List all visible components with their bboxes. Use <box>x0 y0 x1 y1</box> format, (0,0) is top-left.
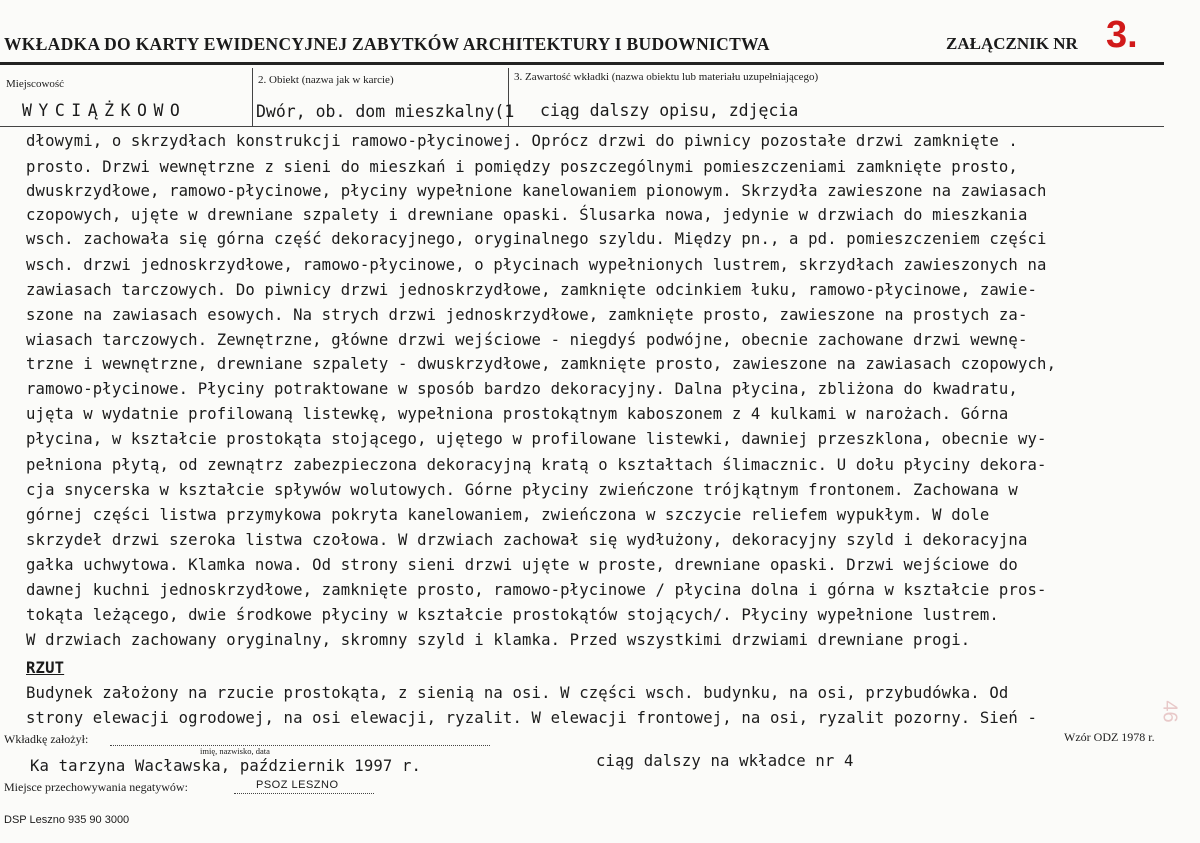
object-value: Dwór, ob. dom mieszkalny(1 <box>256 102 515 121</box>
body-line: ujęta w wydatnie profilowaną listewkę, wypełniona prostokątnym kaboszonem z 4 kulkami w narożach. Górna <box>26 405 1009 423</box>
place-label: Miejscowość <box>6 78 65 90</box>
header-rule <box>0 62 1164 65</box>
body-line: górnej części listwa przymykowa pokryta kanelowaniem, zwieńczona w szczycie reliefem wypukłym. W dole <box>26 506 990 524</box>
body-line: szone na zawiasach esowych. Na strych drzwi jednoskrzydłowe, zamknięte prosto, zawieszone na prostych za- <box>26 306 1028 324</box>
annex-label: ZAŁĄCZNIK NR <box>946 34 1078 53</box>
printer-stamp: DSP Leszno 935 90 3000 <box>4 814 130 826</box>
object-label: 2. Obiekt (nazwa jak w karcie) <box>258 74 394 86</box>
form-model: Wzór ODZ 1978 r. <box>1064 730 1155 744</box>
negatives-value: PSOZ LESZNO <box>256 779 339 791</box>
body-line: płycina, w kształcie prostokąta stojącego, ujętego w profilowane listewki, dawniej przeszklona, obecnie wy- <box>26 430 1047 448</box>
fields-rule <box>0 126 1164 127</box>
body-line: tokąta leżącego, dwie środkowe płyciny w kształcie prostokątów stojących/. Płyciny wypełnione lustrem. <box>26 606 999 624</box>
continuation-note: ciąg dalszy na wkładce nr 4 <box>596 752 854 770</box>
body-line: dłowymi, o skrzydłach konstrukcji ramowo-płycinowej. Oprócz drzwi do piwnicy pozostałe drzwi zamknięte . <box>26 132 1018 150</box>
side-mark: 46 <box>1158 700 1181 723</box>
prepared-by-label: Wkładkę założył: <box>4 732 89 746</box>
content-value: ciąg dalszy opisu, zdjęcia <box>540 101 799 120</box>
field-divider-1 <box>252 68 253 126</box>
place-value: WYCIĄŻKOWO <box>22 101 187 120</box>
body-line: wiasach tarczowych. Zewnętrzne, główne drzwi wejściowe - niegdyś podwójne, obecnie zachowane drzwi wewnę- <box>26 331 1028 349</box>
card-title: WKŁADKA DO KARTY EWIDENCYJNEJ ZABYTKÓW ARCHITEKTURY I BUDOWNICTWA <box>4 34 770 54</box>
prepared-by-caption: imię, nazwisko, data <box>200 746 270 756</box>
content-label: 3. Zawartość wkładki (nazwa obiektu lub materiału uzupełniającego) <box>514 71 819 83</box>
body-line: strony elewacji ogrodowej, na osi elewacji, ryzalit. W elewacji frontowej, na osi, ryzalit pozorny. Sień - <box>26 709 1038 727</box>
body-line: dawnej kuchni jednoskrzydłowe, zamknięte prosto, ramowo-płycinowe / płycina dolna i górna w kształcie pros- <box>26 581 1047 599</box>
body-line: prosto. Drzwi wewnętrzne z sieni do mieszkań i pomiędzy poszczególnymi pomieszczeniami zamknięte prosto, <box>26 158 1018 176</box>
prepared-by-value: Ka tarzyna Wacławska, październik 1997 r. <box>30 757 422 775</box>
body-line: gałka uchwytowa. Klamka nowa. Od strony sieni drzwi ujęte w proste, drewniane opaski. Drzwi wejściowe do <box>26 556 1018 574</box>
body-line: dwuskrzydłowe, ramowo-płycinowe, płyciny wypełnione kanelowaniem pionowym. Skrzydła zawieszone na zawiasach <box>26 182 1047 200</box>
prepared-by-dotted-line <box>110 745 490 746</box>
section-heading: RZUT <box>26 659 65 677</box>
body-line: ramowo-płycinowe. Płyciny potraktowane w sposób bardzo dekoracyjny. Dalna płycina, zbliżona do kwadratu, <box>26 380 1018 398</box>
body-line: wsch. zachowała się górna część dekoracyjnego, oryginalnego szyldu. Między pn., a pd. pomieszczeniem części <box>26 230 1047 248</box>
body-line: wsch. drzwi jednoskrzydłowe, ramowo-płycinowe, o płycinach wypełnionych lustrem, skrzydłach zawieszonych na <box>26 256 1047 274</box>
negatives-label: Miejsce przechowywania negatywów: <box>4 780 188 794</box>
body-line: cja snycerska w kształcie spływów wolutowych. Górne płyciny zwieńczone trójkątnym frontonem. Zachowana w <box>26 481 1018 499</box>
annex-number: 3. <box>1106 14 1138 56</box>
negatives-dotted-line <box>234 793 374 794</box>
body-line: W drzwiach zachowany oryginalny, skromny szyld i klamka. Przed wszystkimi drzwiami drewniane progi. <box>26 631 971 649</box>
body-line: Budynek założony na rzucie prostokąta, z sienią na osi. W części wsch. budynku, na osi, przybudówka. Od <box>26 684 1009 702</box>
body-line: czopowych, ujęte w drewniane szpalety i drewniane opaski. Ślusarka nowa, jedynie w drzwiach do mieszkania <box>26 206 1028 224</box>
body-line: zawiasach tarczowych. Do piwnicy drzwi jednoskrzydłowe, zamknięte odcinkiem łuku, ramowo-płycinowe, zawie- <box>26 281 1038 299</box>
body-line: pełniona płytą, od zewnątrz zabezpieczona dekoracyjną kratą o kształtach ślimacznic. U dołu płyciny dekora- <box>26 456 1047 474</box>
body-line: trzne i wewnętrzne, drewniane szpalety - dwuskrzydłowe, zamknięte prosto, zawieszone na zawiasach czopowych, <box>26 355 1057 373</box>
body-line: skrzydeł drzwi szeroka listwa czołowa. W drzwiach zachował się wydłużony, dekoracyjny szyld i dekoracyjna <box>26 531 1028 549</box>
